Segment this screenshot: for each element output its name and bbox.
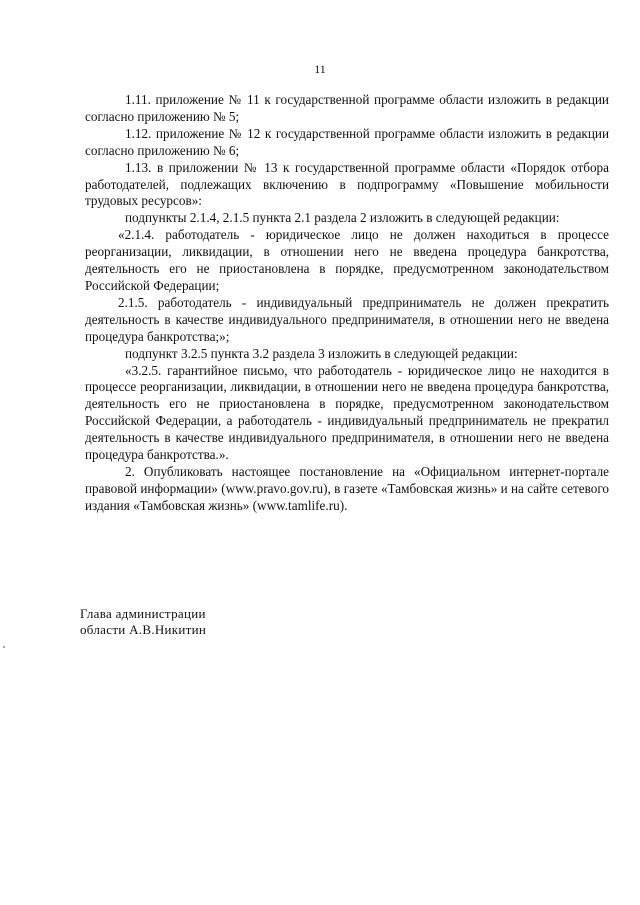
signature-name: области А.В.Никитин <box>80 621 207 637</box>
paragraph-subitems-2-1: подпункты 2.1.4, 2.1.5 пункта 2.1 раздела 2 изложить в следующей редакции: <box>125 210 560 226</box>
paragraph-2-1-5: 2.1.5. работодатель - индивидуальный предприниматель не должен прекратить деятельность в качестве индивидуального предпринимателя, в отношении него не введена процедура банкротства;»; <box>85 294 609 344</box>
paragraph-2-1-4: «2.1.4. работодатель - юридическое лицо не должен находиться в процессе реорганизации, ликвидации, в отношении него не введена процедура банкротства, деятельность его не приостановлена в порядке, предусмотренном законодательством Российской Федерации; <box>85 227 609 293</box>
document-body <box>85 92 609 515</box>
signature-block <box>80 606 206 637</box>
margin-mark <box>3 646 5 648</box>
paragraph-subitem-3-2-5: подпункт 3.2.5 пункта 3.2 раздела 3 изложить в следующей редакции: <box>125 345 518 361</box>
paragraph-1-13: 1.13. в приложении № 13 к государственной программе области «Порядок отбора работодателей, подлежащих включению в подпрограмму «Повышение мобильности трудовых ресурсов»: <box>85 159 609 209</box>
paragraph-3-2-5: «3.2.5. гарантийное письмо, что работодатель - юридическое лицо не находится в процессе реорганизации, ликвидации, в отношении него не введена процедура банкротства, деятельность его не приостановлена в порядке, предусмотренном законодательством Российской Федерации, а работодатель - индивидуальный предприниматель не прекратил деятельность в качестве индивидуального предпринимателя, в отношении него не введена процедура банкротства.». <box>85 362 609 463</box>
paragraph-2-publish: 2. Опубликовать настоящее постановление на «Официальном интернет-портале правовой информации» (www.pravo.gov.ru), в газете «Тамбовская жизнь» и на сайте сетевого издания «Тамбовская жизнь» (www.tamlife.ru). <box>85 463 609 513</box>
page-number: 11 <box>314 62 326 76</box>
signature-title: Глава администрации <box>80 606 206 621</box>
paragraph-1-12: 1.12. приложение № 12 к государственной программе области изложить в редакции согласно приложению № 6; <box>85 125 609 158</box>
paragraph-1-11: 1.11. приложение № 11 к государственной программе области изложить в редакции согласно приложению № 5; <box>85 92 609 124</box>
